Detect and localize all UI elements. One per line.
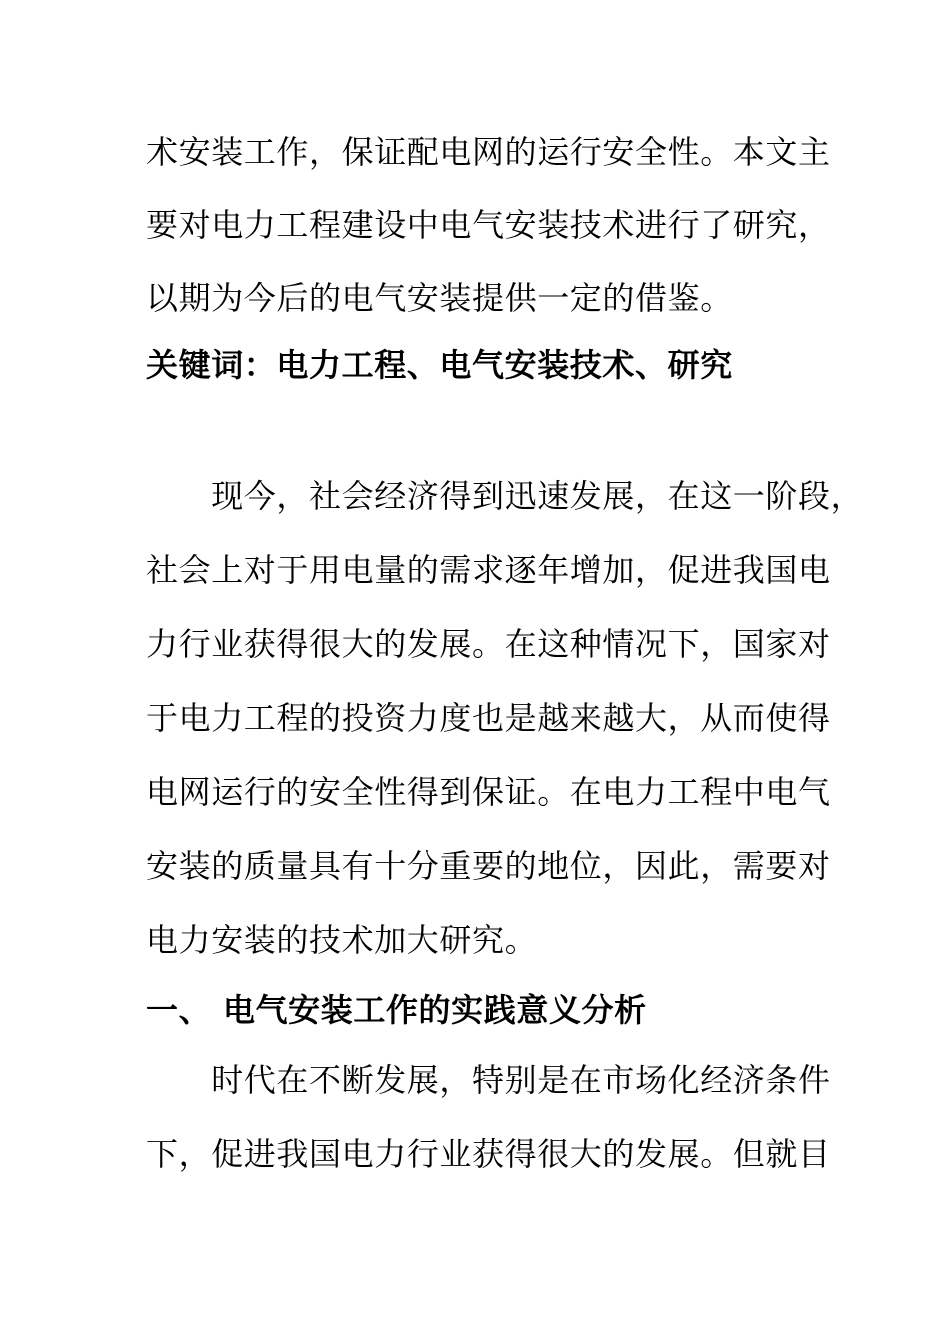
section-line-2: 下，促进我国电力行业获得很大的发展。但就目 (146, 1135, 831, 1173)
intro-line-1: 现今，社会经济得到迅速发展，在这一阶段， (146, 477, 864, 515)
abstract-line-1: 术安装工作，保证配电网的运行安全性。本文主 (146, 133, 831, 171)
section-line-1: 时代在不断发展，特别是在市场化经济条件 (146, 1061, 831, 1099)
intro-line-7: 电力安装的技术加大研究。 (146, 921, 538, 959)
intro-line-2: 社会上对于用电量的需求逐年增加，促进我国电 (146, 551, 831, 589)
intro-line-4: 于电力工程的投资力度也是越来越大，从而使得 (146, 699, 831, 737)
abstract-line-2: 要对电力工程建设中电气安装技术进行了研究， (146, 206, 831, 244)
abstract-line-3: 以期为今后的电气安装提供一定的借鉴。 (146, 279, 733, 317)
keywords-line: 关键词：电力工程、电气安装技术、研究 (146, 346, 733, 384)
intro-line-6: 安装的质量具有十分重要的地位，因此，需要对 (146, 847, 831, 885)
section-heading: 一、 电气安装工作的实践意义分析 (146, 991, 647, 1029)
intro-line-5: 电网运行的安全性得到保证。在电力工程中电气 (146, 773, 831, 811)
intro-line-3: 力行业获得很大的发展。在这种情况下，国家对 (146, 625, 831, 663)
